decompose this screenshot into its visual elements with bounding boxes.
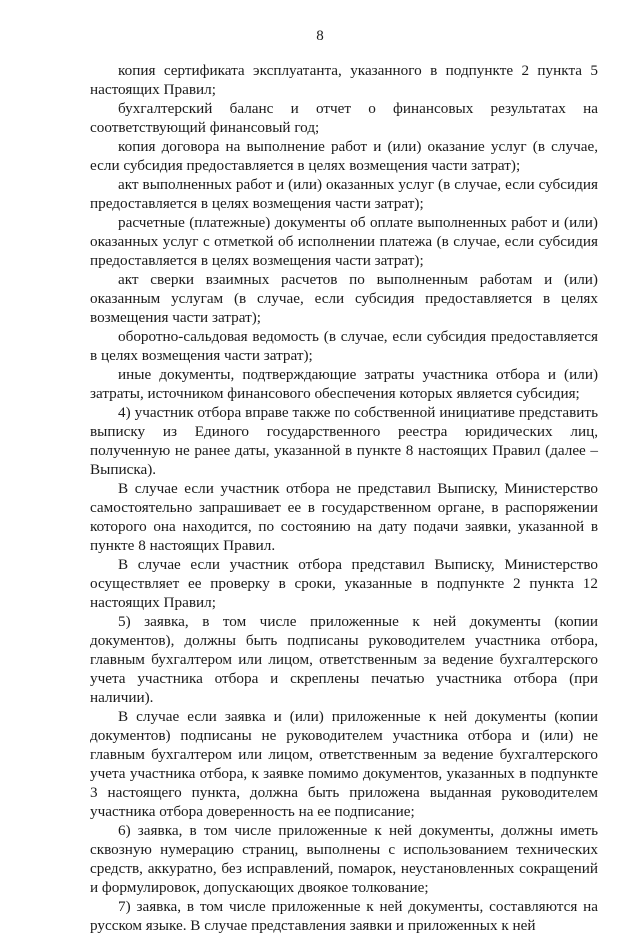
paragraph: В случае если участник отбора представил Выписку, Министерство осуществляет ее проверку в сроки, указанные в подпункте 2 пункта 12 настоящих Правил; <box>90 556 598 611</box>
page-number: 8 <box>316 28 324 44</box>
paragraph: акт сверки взаимных расчетов по выполненным работам и (или) оказанным услугам (в случае, если субсидия предоставляется в целях возмещения части затрат); <box>90 271 598 326</box>
paragraph: копия договора на выполнение работ и (или) оказание услуг (в случае, если субсидия предоставляется в целях возмещения части затрат); <box>90 138 598 174</box>
paragraph: 7) заявка, в том числе приложенные к ней документы, составляются на русском языке. В случае представления заявки и приложенных к ней <box>90 898 598 934</box>
paragraph: копия сертификата эксплуатанта, указанного в подпункте 2 пункта 5 настоящих Правил; <box>90 62 598 98</box>
paragraph: расчетные (платежные) документы об оплате выполненных работ и (или) оказанных услуг с отметкой об исполнении платежа (в случае, если субсидия предоставляется в целях возмещения части затрат); <box>90 214 598 269</box>
paragraph: бухгалтерский баланс и отчет о финансовых результатах на соответствующий финансовый год; <box>90 100 598 136</box>
paragraph: акт выполненных работ и (или) оказанных услуг (в случае, если субсидия предоставляется в целях возмещения части затрат); <box>90 176 598 212</box>
document-body <box>90 61 598 935</box>
paragraph: иные документы, подтверждающие затраты участника отбора и (или) затраты, источником финансового обеспечения которых является субсидия; <box>90 366 598 402</box>
paragraph: 6) заявка, в том числе приложенные к ней документы, должны иметь сквозную нумерацию страниц, выполнены с использованием технических средств, аккуратно, без исправлений, помарок, неустановленных сокращений и формулировок, допускающих двоякое толкование; <box>90 822 598 896</box>
paragraph: В случае если участник отбора не представил Выписку, Министерство самостоятельно запрашивает ее в государственном органе, в распоряжении которого она находится, по состоянию на дату подачи заявки, указанной в пункте 8 настоящих Правил. <box>90 480 598 554</box>
paragraph: оборотно-сальдовая ведомость (в случае, если субсидия предоставляется в целях возмещения части затрат); <box>90 328 598 364</box>
paragraph: В случае если заявка и (или) приложенные к ней документы (копии документов) подписаны не руководителем участника отбора и (или) не главным бухгалтером или лицом, ответственным за ведение бухгалтерского учета участника отбора, к заявке помимо документов, указанных в подпункте 3 настоящего пункта, должна быть приложена выданная руководителем участника отбора доверенность на ее подписание; <box>90 708 598 820</box>
paragraph: 5) заявка, в том числе приложенные к ней документы (копии документов), должны быть подписаны руководителем участника отбора, главным бухгалтером или лицом, ответственным за ведение бухгалтерского учета участника отбора и скреплены печатью участника отбора (при наличии). <box>90 613 598 706</box>
paragraph: 4) участник отбора вправе также по собственной инициативе представить выписку из Единого государственного реестра юридических лиц, полученную не ранее даты, указанной в пункте 8 настоящих Правил (далее – Выписка). <box>90 404 598 478</box>
